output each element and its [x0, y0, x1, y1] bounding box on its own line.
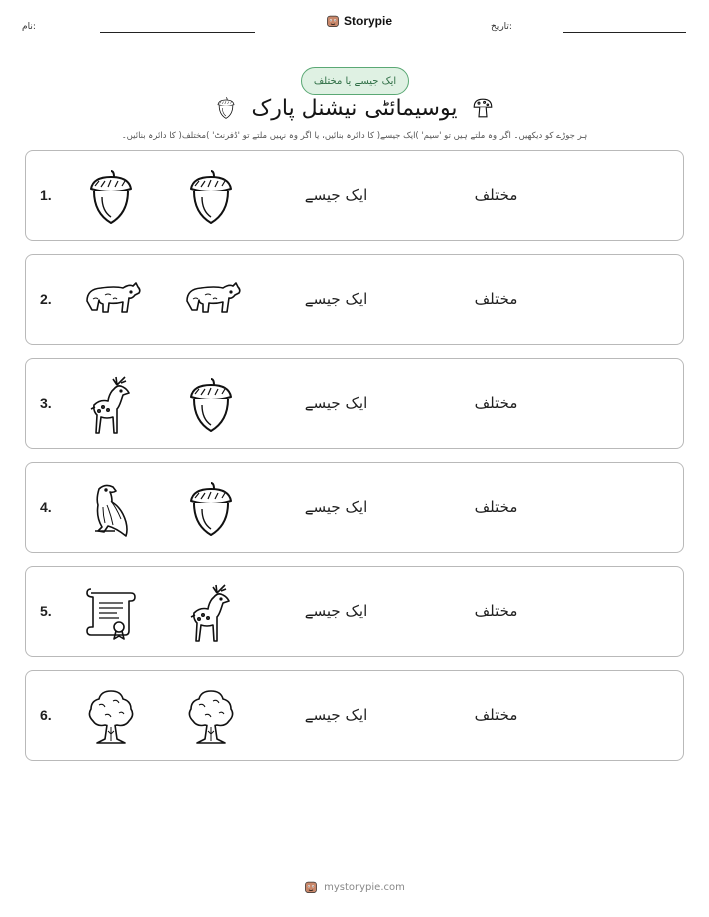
different-option[interactable]: مختلف [474, 186, 518, 204]
question-card [25, 462, 684, 553]
acorn-icon [181, 167, 241, 227]
name-label: نام: [22, 22, 36, 32]
question-card [25, 150, 684, 241]
different-option[interactable]: مختلف [474, 602, 518, 620]
different-option[interactable]: مختلف [474, 498, 518, 516]
page-title-row [0, 94, 709, 122]
left-picture [81, 375, 141, 435]
right-picture [181, 375, 241, 435]
acorn-icon [81, 167, 141, 227]
right-picture [181, 479, 241, 539]
acorn-icon [214, 94, 238, 122]
question-number: 3. [40, 395, 52, 411]
left-picture [81, 167, 141, 227]
same-option[interactable]: ایک جیسے [304, 394, 368, 412]
brand-name: Storypie [344, 14, 393, 28]
different-option[interactable]: مختلف [474, 706, 518, 724]
left-picture [81, 583, 141, 643]
left-picture [81, 271, 141, 331]
tree-icon [181, 687, 241, 747]
tree-icon [81, 687, 141, 747]
deer-icon [81, 375, 141, 435]
acorn-icon [181, 375, 241, 435]
deer-icon [181, 583, 241, 643]
different-option[interactable]: مختلف [474, 290, 518, 308]
same-option[interactable]: ایک جیسے [304, 602, 368, 620]
left-picture [81, 479, 141, 539]
left-picture [81, 687, 141, 747]
footer [0, 880, 709, 894]
page-title: یوسیمائٹی نیشنل پارک [251, 95, 458, 121]
question-card [25, 670, 684, 761]
date-label: تاریخ: [491, 22, 512, 32]
eagle-icon [81, 479, 141, 539]
same-or-different-badge: ایک جیسے یا مختلف [301, 67, 409, 95]
question-card [25, 358, 684, 449]
question-card [25, 566, 684, 657]
brand-logo [326, 14, 392, 28]
question-number: 5. [40, 603, 52, 619]
question-number: 4. [40, 499, 52, 515]
right-picture [181, 583, 241, 643]
same-option[interactable]: ایک جیسے [304, 290, 368, 308]
bear-icon [181, 271, 241, 331]
same-option[interactable]: ایک جیسے [304, 706, 368, 724]
scroll-icon [81, 583, 141, 643]
right-picture [181, 271, 241, 331]
mushroom-icon [471, 94, 495, 122]
question-card [25, 254, 684, 345]
right-picture [181, 167, 241, 227]
acorn-icon [181, 479, 241, 539]
right-picture [181, 687, 241, 747]
storypie-logo-icon [326, 14, 340, 28]
question-number: 2. [40, 291, 52, 307]
same-option[interactable]: ایک جیسے [304, 186, 368, 204]
name-field-line[interactable] [100, 32, 255, 33]
different-option[interactable]: مختلف [474, 394, 518, 412]
same-option[interactable]: ایک جیسے [304, 498, 368, 516]
bear-icon [81, 271, 141, 331]
question-number: 6. [40, 707, 52, 723]
date-field-line[interactable] [563, 32, 686, 33]
question-number: 1. [40, 187, 52, 203]
storypie-logo-icon [304, 880, 318, 894]
footer-url: mystorypie.com [324, 881, 405, 893]
instructions: ہر جوڑے کو دیکھیں۔ اگر وہ ملتے ہیں تو 'سیم' )ایک جیسے( کا دائرہ بنائیں، یا اگر وہ نہیں ملتے تو 'ڈفرنٹ' )مختلف( کا دائرہ بنائیں۔ [121, 131, 588, 141]
